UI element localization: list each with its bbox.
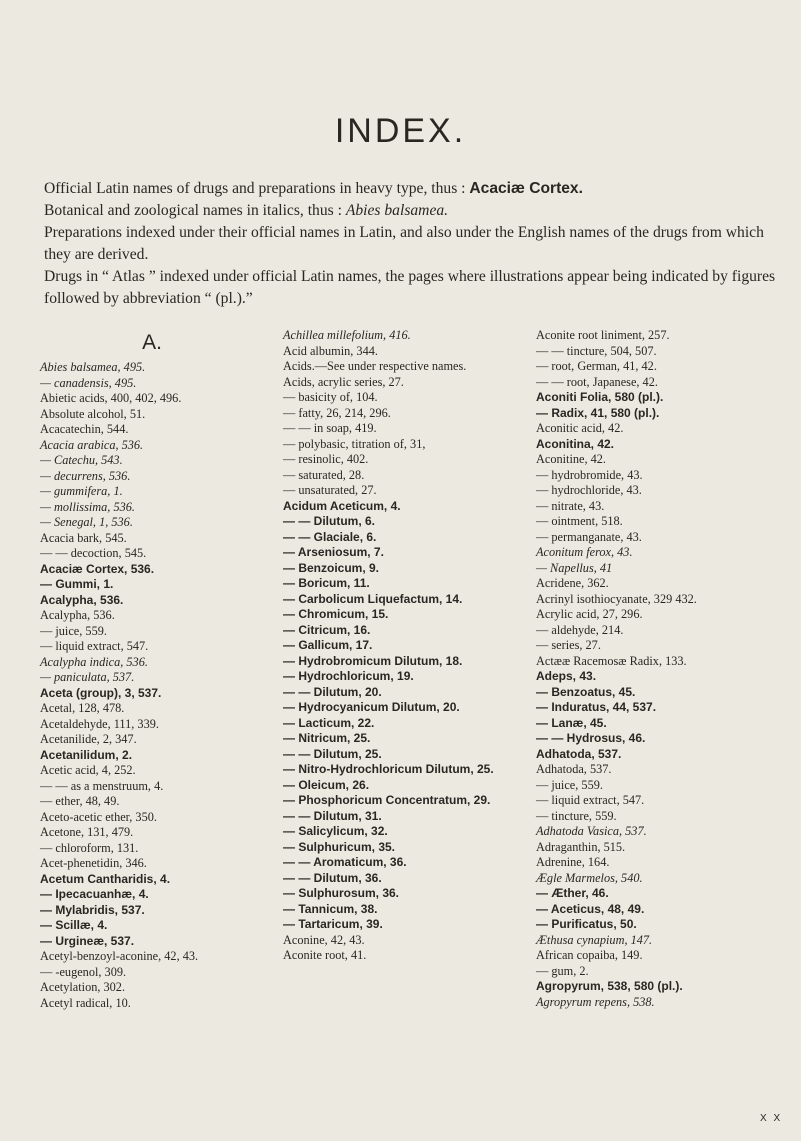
index-entry: Agropyrum repens, 538. bbox=[536, 994, 655, 1009]
index-entry: — Benzoicum, 9. bbox=[283, 560, 380, 575]
index-entry: — juice, 559. bbox=[536, 777, 603, 792]
index-entry: — Nitricum, 25. bbox=[283, 731, 371, 745]
index-entry: — Induratus, 44, 537. bbox=[536, 700, 657, 714]
index-entry: Acetyl-benzoyl-aconine, 42, 43. bbox=[40, 949, 199, 963]
index-entry: — -eugenol, 309. bbox=[40, 964, 127, 979]
intro-line: Preparations indexed under their official names in Latin, and also under the English names of the drugs from which they are derived. bbox=[44, 224, 764, 263]
index-entry: — Ipecacuanhæ, 4. bbox=[40, 887, 149, 901]
index-entry: Aconite root liniment, 257. bbox=[536, 328, 670, 342]
index-entry: — liquid extract, 547. bbox=[40, 639, 149, 653]
index-entry: — Purificatus, 50. bbox=[536, 917, 637, 931]
index-entry: Acaciæ Cortex, 536. bbox=[40, 561, 155, 576]
intro-bold-example: Acaciæ Cortex. bbox=[469, 180, 583, 197]
index-entry: — Hydrobromicum Dilutum, 18. bbox=[283, 653, 463, 668]
index-entry: — Chromicum, 15. bbox=[283, 607, 389, 621]
index-entry: Acetanilide, 2, 347. bbox=[40, 732, 137, 746]
index-entry: — chloroform, 131. bbox=[40, 840, 139, 855]
index-entry: — — Dilutum, 25. bbox=[283, 746, 382, 761]
index-entry: — fatty, 26, 214, 296. bbox=[283, 405, 391, 420]
index-entry: — ether, 48, 49. bbox=[40, 794, 120, 808]
index-entry: — Tannicum, 38. bbox=[283, 901, 378, 916]
index-entry: Aconitine, 42. bbox=[536, 452, 607, 466]
index-entry: — Catechu, 543. bbox=[40, 453, 123, 467]
index-entry: Aconite root, 41. bbox=[283, 948, 367, 962]
index-entry: — Gallicum, 17. bbox=[283, 638, 373, 652]
index-entry: — — Dilutum, 20. bbox=[283, 684, 382, 699]
index-entry: Aceta (group), 3, 537. bbox=[40, 685, 162, 700]
index-entry: — Scillæ, 4. bbox=[40, 918, 108, 932]
index-entry: — Citricum, 16. bbox=[283, 622, 371, 637]
index-entry: Acetone, 131, 479. bbox=[40, 825, 134, 839]
index-entry: Acid albumin, 344. bbox=[283, 343, 378, 358]
index-entry: — gummifera, 1. bbox=[40, 484, 123, 498]
index-entry: — nitrate, 43. bbox=[536, 498, 605, 513]
index-entry: — Mylabridis, 537. bbox=[40, 902, 145, 917]
index-entry: — Sulphuricum, 35. bbox=[283, 839, 396, 854]
index-entry: Acetyl radical, 10. bbox=[40, 995, 131, 1010]
index-column-2 bbox=[283, 328, 519, 964]
index-entry: Acet-phenetidin, 346. bbox=[40, 856, 147, 870]
index-entry: — Phosphoricum Concentratum, 29. bbox=[283, 793, 491, 807]
index-entry: — — Dilutum, 31. bbox=[283, 808, 382, 823]
index-entry: Actææ Racemosæ Radix, 133. bbox=[536, 653, 687, 668]
index-entry: — liquid extract, 547. bbox=[536, 793, 645, 807]
index-entry: Aconine, 42, 43. bbox=[283, 932, 365, 947]
index-entry: Æthusa cynapium, 147. bbox=[536, 932, 653, 947]
index-entry: Acrinyl isothiocyanate, 329 432. bbox=[536, 591, 697, 606]
section-letter: A. bbox=[142, 331, 162, 354]
index-column-3 bbox=[536, 328, 786, 1010]
index-entry: Adhatoda, 537. bbox=[536, 746, 622, 761]
index-entry: — Benzoatus, 45. bbox=[536, 684, 636, 699]
index-entry: Acetylation, 302. bbox=[40, 980, 126, 994]
index-entry: — — as a menstruum, 4. bbox=[40, 778, 164, 793]
index-entry: Achillea millefolium, 416. bbox=[283, 328, 411, 342]
index-entry: — Napellus, 41 bbox=[536, 560, 613, 575]
index-entry: — — Hydrosus, 46. bbox=[536, 731, 646, 745]
index-entry: — permanganate, 43. bbox=[536, 529, 642, 544]
index-entry: — canadensis, 495. bbox=[40, 375, 137, 390]
index-entry: Acridene, 362. bbox=[536, 576, 609, 590]
index-entry: Acalypha, 536. bbox=[40, 592, 124, 607]
index-entry: — — Dilutum, 36. bbox=[283, 870, 382, 885]
index-entry: — gum, 2. bbox=[536, 963, 589, 978]
index-entry: Aconitina, 42. bbox=[536, 436, 615, 451]
index-entry: Acids.—See under respective names. bbox=[283, 359, 467, 373]
index-entry: Acetanilidum, 2. bbox=[40, 747, 133, 762]
intro-line: Botanical and zoological names in italics, thus : Abies balsamea. bbox=[44, 202, 449, 219]
index-entry: — — decoction, 545. bbox=[40, 546, 147, 560]
index-entry: — mollissima, 536. bbox=[40, 499, 135, 514]
page-title: INDEX. bbox=[334, 112, 467, 150]
index-entry: — Boricum, 11. bbox=[283, 576, 370, 590]
index-entry: Adeps, 43. bbox=[536, 669, 597, 683]
signature-mark: X X bbox=[760, 1113, 783, 1124]
index-entry: — Lacticum, 22. bbox=[283, 715, 375, 730]
intro-line: Official Latin names of drugs and preparations in heavy type, thus : Acaciæ Cortex. bbox=[44, 180, 583, 197]
index-entry: — Carbolicum Liquefactum, 14. bbox=[283, 591, 463, 606]
index-entry: — ointment, 518. bbox=[536, 514, 623, 528]
index-entry: — tincture, 559. bbox=[536, 808, 617, 823]
intro-line: Drugs in “ Atlas ” indexed under official Latin names, the pages where illustrations appear being indicated by figures followed by abbreviation “ (pl.).” bbox=[44, 268, 776, 307]
index-entry: — unsaturated, 27. bbox=[283, 483, 377, 497]
index-entry: — Gummi, 1. bbox=[40, 577, 114, 591]
index-entry: Aceto-acetic ether, 350. bbox=[40, 809, 157, 824]
index-entry: — Lanæ, 45. bbox=[536, 715, 607, 730]
index-entry: — saturated, 28. bbox=[283, 467, 365, 482]
index-entry: Absolute alcohol, 51. bbox=[40, 406, 146, 421]
index-entry: — Aceticus, 48, 49. bbox=[536, 901, 645, 916]
index-entry: — hydrobromide, 43. bbox=[536, 467, 643, 482]
index-entry: Abies balsamea, 495. bbox=[40, 360, 146, 374]
index-entry: — — Dilutum, 6. bbox=[283, 514, 376, 528]
index-entry: Acetaldehyde, 111, 339. bbox=[40, 716, 159, 731]
index-entry: — Radix, 41, 580 (pl.). bbox=[536, 405, 660, 420]
index-entry: — polybasic, titration of, 31, bbox=[283, 436, 426, 451]
index-entry: Aconitic acid, 42. bbox=[536, 421, 624, 435]
index-entry: Acalypha, 536. bbox=[40, 608, 115, 622]
index-entry: — Salicylicum, 32. bbox=[283, 824, 388, 838]
index-entry: Acacatechin, 544. bbox=[40, 422, 129, 436]
index-entry: Aconitum ferox, 43. bbox=[536, 545, 633, 559]
index-entry: Agropyrum, 538, 580 (pl.). bbox=[536, 979, 683, 993]
index-entry: — Æther, 46. bbox=[536, 886, 609, 900]
intro-italic-example: Abies balsamea. bbox=[345, 202, 449, 219]
index-entry: — basicity of, 104. bbox=[283, 390, 378, 404]
index-entry: Acacia arabica, 536. bbox=[40, 437, 144, 452]
index-entry: Acids, acrylic series, 27. bbox=[283, 374, 404, 389]
index-entry: — juice, 559. bbox=[40, 623, 107, 638]
index-entry: Aconiti Folia, 580 (pl.). bbox=[536, 390, 664, 404]
index-entry: Acetum Cantharidis, 4. bbox=[40, 871, 171, 886]
index-entry: — aldehyde, 214. bbox=[536, 622, 624, 637]
index-entry: — — tincture, 504, 507. bbox=[536, 343, 657, 358]
index-entry: Acacia bark, 545. bbox=[40, 530, 127, 545]
index-entry: Acetic acid, 4, 252. bbox=[40, 763, 136, 777]
index-entry: Adhatoda, 537. bbox=[536, 762, 612, 776]
index-entry: — Sulphurosum, 36. bbox=[283, 886, 400, 900]
index-entry: Adrenine, 164. bbox=[536, 855, 610, 869]
index-entry: — — Glaciale, 6. bbox=[283, 529, 377, 544]
index-entry: Acidum Aceticum, 4. bbox=[283, 498, 401, 513]
index-entry: — root, German, 41, 42. bbox=[536, 359, 657, 373]
index-entry: — Hydrochloricum, 19. bbox=[283, 669, 414, 683]
index-entry: — Arseniosum, 7. bbox=[283, 545, 384, 559]
intro-text bbox=[44, 178, 779, 310]
index-entry: Ægle Marmelos, 540. bbox=[536, 870, 643, 885]
index-entry: — — root, Japanese, 42. bbox=[536, 374, 658, 389]
index-entry: — — Aromaticum, 36. bbox=[283, 855, 407, 869]
index-entry: Acalypha indica, 536. bbox=[40, 654, 148, 669]
index-column-1 bbox=[40, 328, 264, 1011]
index-entry: — — in soap, 419. bbox=[283, 421, 377, 435]
index-entry: — series, 27. bbox=[536, 638, 601, 652]
index-entry: — Hydrocyanicum Dilutum, 20. bbox=[283, 700, 460, 714]
index-entry: Acrylic acid, 27, 296. bbox=[536, 607, 643, 621]
index-entry: Adraganthin, 515. bbox=[536, 839, 626, 854]
index-entry: African copaiba, 149. bbox=[536, 948, 643, 962]
index-entry: — Urgineæ, 537. bbox=[40, 933, 135, 948]
index-entry: — decurrens, 536. bbox=[40, 468, 131, 483]
index-entry: Abietic acids, 400, 402, 496. bbox=[40, 391, 182, 405]
index-entry: — Nitro-Hydrochloricum Dilutum, 25. bbox=[283, 762, 494, 776]
index-entry: — Tartaricum, 39. bbox=[283, 917, 383, 931]
index-entry: — Senegal, 1, 536. bbox=[40, 515, 133, 529]
index-entry: — hydrochloride, 43. bbox=[536, 483, 642, 497]
index-entry: — resinolic, 402. bbox=[283, 452, 369, 466]
index-entry: — paniculata, 537. bbox=[40, 670, 135, 684]
index-entry: — Oleicum, 26. bbox=[283, 777, 370, 792]
index-entry: Acetal, 128, 478. bbox=[40, 701, 125, 715]
index-entry: Adhatoda Vasica, 537. bbox=[536, 824, 647, 838]
